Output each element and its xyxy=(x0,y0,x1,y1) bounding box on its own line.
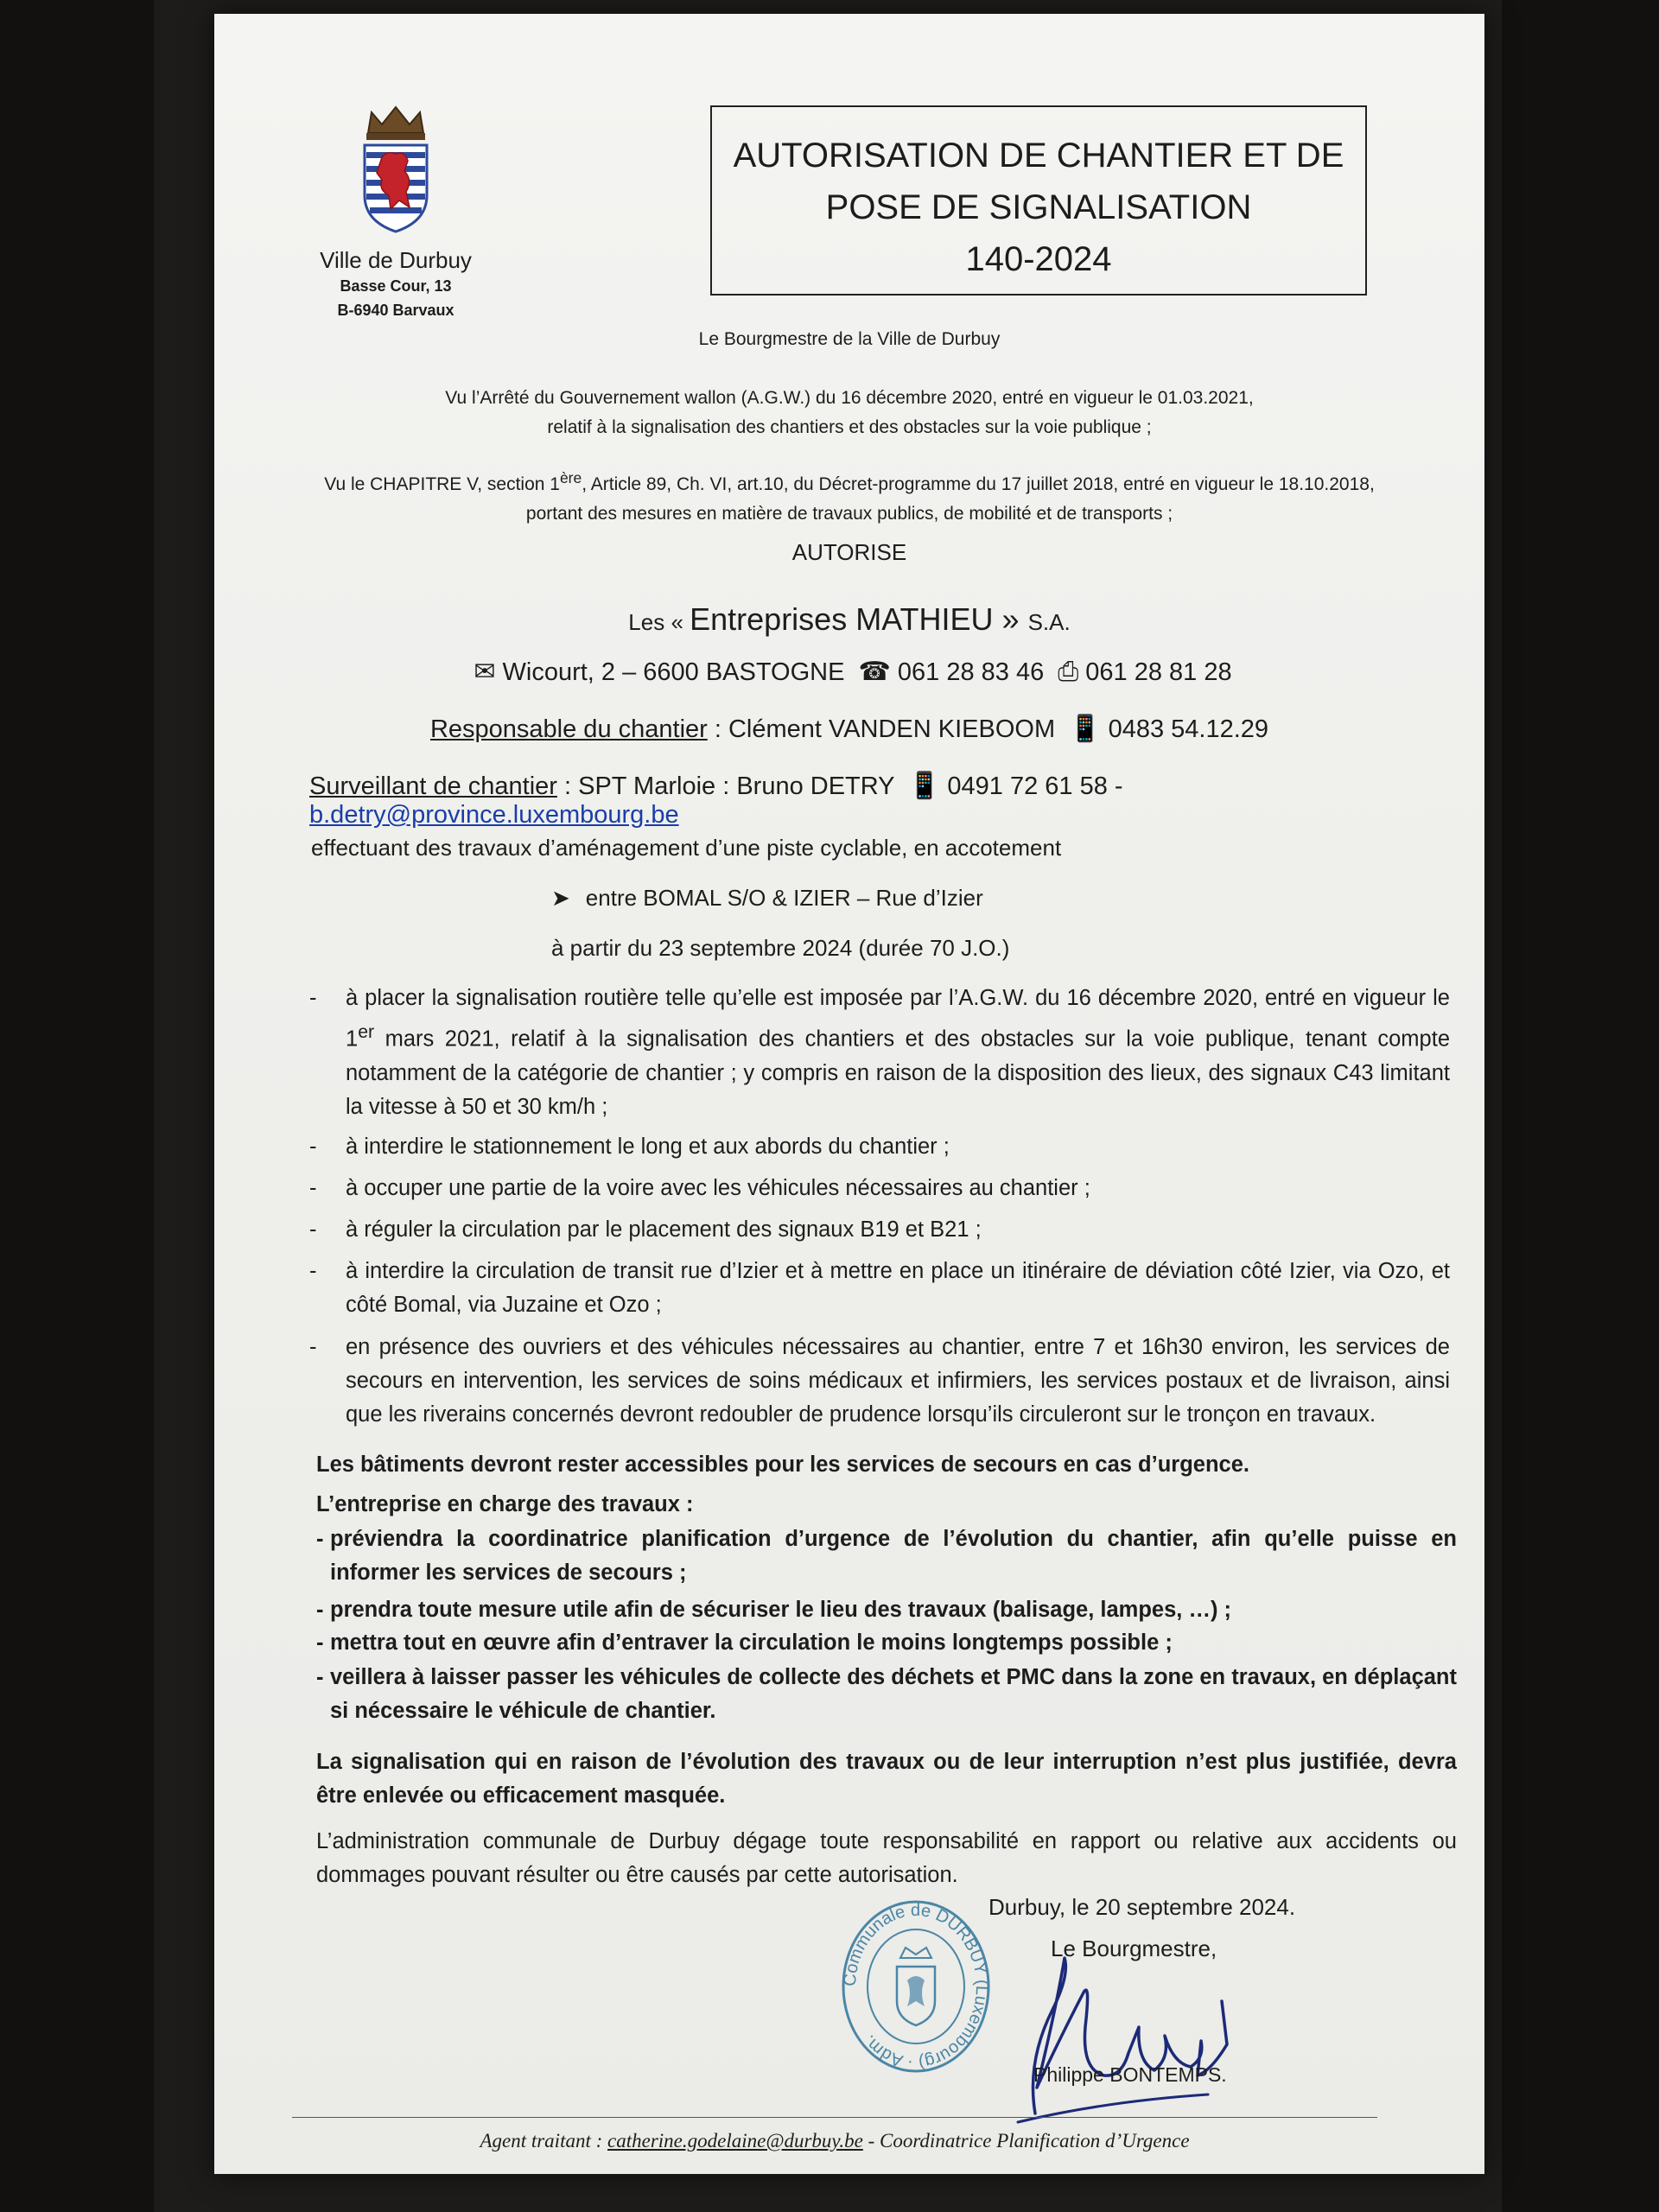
signatory-role: Le Bourgmestre, xyxy=(1051,1936,1217,1961)
obligation-item xyxy=(316,1522,1457,1590)
site-supervisor-phone: 0491 72 61 58 - xyxy=(947,772,1123,800)
works-location-text: entre BOMAL S/O & IZIER – Rue d’Izier xyxy=(585,885,983,911)
measure-item xyxy=(309,1255,1450,1322)
company-name-line xyxy=(214,601,1484,638)
legal-basis-2-superscript: ère xyxy=(559,469,582,486)
town-name: Ville de Durbuy xyxy=(320,247,472,273)
measure-text: en présence des ouvriers et des véhicules nécessaires au chantier, entre 7 et 16h30 environ, les services de secours en intervention, les services de soins médicaux et infirmiers, les services postaux et de livraison, ainsi que les riverains concernés devront redoubler de prudence lorsqu’ils circuleront sur le tronçon en travaux. xyxy=(346,1335,1450,1427)
works-location xyxy=(551,885,983,912)
bullet-dash: - xyxy=(316,1598,324,1622)
bullet-dash: - xyxy=(309,1135,317,1159)
bullet-dash: - xyxy=(309,1217,317,1242)
footer-contact xyxy=(292,2117,1377,2152)
measure-text: à interdire la circulation de transit rue d’Izier et à mettre en place un itinéraire de déviation côté Izier, via Ozo, et côté Bomal, via Juzaine et Ozo ; xyxy=(346,1259,1450,1317)
obligation-text: mettra tout en œuvre afin d’entraver la circulation le moins longtemps possible ; xyxy=(330,1630,1173,1655)
legal-basis-2-line-1 xyxy=(214,463,1484,499)
title-line-2: POSE DE SIGNALISATION xyxy=(825,188,1252,226)
measure-item xyxy=(309,982,1450,1124)
measure-item xyxy=(309,1130,1450,1164)
footer-agent-email-link[interactable]: catherine.godelaine@durbuy.be xyxy=(607,2130,863,2152)
municipal-header xyxy=(309,100,482,322)
handwritten-signature xyxy=(1001,1906,1260,2131)
obligation-item xyxy=(316,1593,1457,1627)
obligation-text: veillera à laisser passer les véhicules de collecte des déchets et PMC dans la zone en travaux, en déplaçant si nécessaire le véhicule de chantier. xyxy=(330,1665,1457,1723)
footer-agent-role: - Coordinatrice Planification d’Urgence xyxy=(862,2130,1190,2152)
signalisation-removal-notice: La signalisation qui en raison de l’évolution des travaux ou de leur interruption n’est plus justifiée, devra être enlevée ou efficacement masquée. xyxy=(316,1750,1457,1808)
bullet-dash: - xyxy=(309,1176,317,1200)
obligation-text: prendra toute mesure utile afin de sécuriser le lieu des travaux (balisage, lampes, …) ; xyxy=(330,1598,1232,1622)
measure-text-a: à placer la signalisation routière telle qu’elle est imposée par l’A.G.W. du 16 décembre 2020, entré en vigueur le 1 xyxy=(346,986,1450,1052)
measure-text: à occuper une partie de la voire avec les véhicules nécessaires au chantier ; xyxy=(346,1176,1090,1200)
bullet-dash: - xyxy=(309,1259,317,1283)
site-supervisor-line xyxy=(309,771,1433,830)
town-street: Basse Cour, 13 xyxy=(340,277,452,295)
measure-item xyxy=(309,1213,1450,1247)
bullet-dash: - xyxy=(316,1665,324,1689)
issuer-line: Le Bourgmestre de la Ville de Durbuy xyxy=(698,329,1001,349)
legal-basis-1-line-2: relatif à la signalisation des chantiers et des obstacles sur la voie publique ; xyxy=(547,417,1152,437)
liability-disclaimer: L’administration communale de Durbuy dégage toute responsabilité en rapport ou relative aux accidents ou dommages pouvant résulter ou être causés par cette autorisation. xyxy=(316,1829,1457,1887)
site-manager-name: : Clément VANDEN KIEBOOM xyxy=(707,715,1056,743)
site-supervisor-label: Surveillant de chantier xyxy=(309,772,557,800)
fax-icon: ⎙ xyxy=(1058,658,1079,686)
footer-agent-label: Agent traitant : xyxy=(480,2130,608,2152)
document-title-box xyxy=(710,105,1367,296)
site-supervisor-name: : SPT Marloie : Bruno DETRY xyxy=(556,772,894,800)
measure-item xyxy=(309,1172,1450,1205)
obligation-item xyxy=(316,1661,1457,1728)
access-notice: Les bâtiments devront rester accessibles pour les services de secours en cas d’urgence. xyxy=(316,1452,1250,1477)
legal-basis-1-line-1: Vu l’Arrêté du Gouvernement wallon (A.G.W.) du 16 décembre 2020, entré en vigueur le 01.03.2021, xyxy=(445,388,1254,408)
legal-basis-2-text-b: , Article 89, Ch. VI, art.10, du Décret-programme du 17 juillet 2018, entré en vigueur le 18.10.2018, xyxy=(582,474,1375,494)
measure-superscript: er xyxy=(358,1021,375,1042)
site-manager-line xyxy=(214,714,1484,744)
site-supervisor-email-link[interactable]: b.detry@province.luxembourg.be xyxy=(309,801,679,829)
telephone-icon: ☎ xyxy=(858,658,891,686)
legal-basis-2-text-a: Vu le CHAPITRE V, section 1 xyxy=(324,474,560,494)
bullet-dash: - xyxy=(316,1527,324,1551)
legal-basis-2 xyxy=(214,463,1484,529)
company-fax: 061 28 81 28 xyxy=(1085,658,1232,686)
site-manager-label: Responsable du chantier xyxy=(429,715,708,743)
title-number: 140-2024 xyxy=(965,240,1112,278)
company-quote: » xyxy=(993,601,1028,637)
measure-text: à réguler la circulation par le placement des signaux B19 et B21 ; xyxy=(346,1217,982,1242)
legal-basis-1 xyxy=(214,384,1484,442)
measure-text: à interdire le stationnement le long et aux abords du chantier ; xyxy=(346,1135,950,1159)
crest-icon xyxy=(353,100,439,238)
company-obligations-heading: L’entreprise en charge des travaux : xyxy=(316,1492,694,1516)
place-and-date: Durbuy, le 20 septembre 2024. xyxy=(988,1894,1296,1920)
bullet-dash: - xyxy=(309,1335,317,1359)
mobile-phone-icon: 📱 xyxy=(1069,715,1102,743)
company-prefix: Les « xyxy=(628,609,690,635)
legal-basis-2-line-2: portant des mesures en matière de travaux publics, de mobilité et de transports ; xyxy=(525,504,1173,524)
obligation-item xyxy=(316,1626,1457,1660)
company-address: Wicourt, 2 – 6600 BASTOGNE xyxy=(502,658,845,686)
arrow-bullet-icon: ➤ xyxy=(551,885,570,911)
works-period: à partir du 23 septembre 2024 (durée 70 J.O.) xyxy=(551,935,1010,961)
company-contact-line xyxy=(214,657,1484,687)
official-stamp xyxy=(840,1897,992,2075)
mobile-phone-icon: 📱 xyxy=(908,772,941,800)
obligation-text: préviendra la coordinatrice planification d’urgence de l’évolution du chantier, afin qu’elle puisse en informer les services de secours ; xyxy=(330,1527,1457,1585)
company-phone: 061 28 83 46 xyxy=(897,658,1045,686)
document-page xyxy=(214,14,1484,2174)
works-description: effectuant des travaux d’aménagement d’une piste cyclable, en accotement xyxy=(311,835,1062,861)
authorise-heading: AUTORISE xyxy=(791,539,907,565)
company-suffix: S.A. xyxy=(1027,609,1071,635)
measure-item xyxy=(309,1331,1450,1432)
signatory-name: Philippe BONTEMPS. xyxy=(1033,2063,1227,2086)
site-manager-phone: 0483 54.12.29 xyxy=(1108,715,1269,743)
title-line-1: AUTORISATION DE CHANTIER ET DE xyxy=(733,137,1344,175)
envelope-icon: ✉ xyxy=(474,658,496,686)
bullet-dash: - xyxy=(316,1630,324,1655)
stamp-text: Communale de DURBUY (Luxembourg) · Adm. xyxy=(840,1900,992,2073)
town-postal: B-6940 Barvaux xyxy=(337,302,454,319)
bullet-dash: - xyxy=(309,986,317,1010)
company-name: Entreprises MATHIEU xyxy=(690,601,994,637)
measure-text-b: mars 2021, relatif à la signalisation des chantiers et des obstacles sur la voie publique, tenant compte notamment de la catégorie de chantier ; y compris en raison de la disposition des lieux, des signaux C43 limitant la vitesse à 50 et 30 km/h ; xyxy=(346,1027,1450,1119)
